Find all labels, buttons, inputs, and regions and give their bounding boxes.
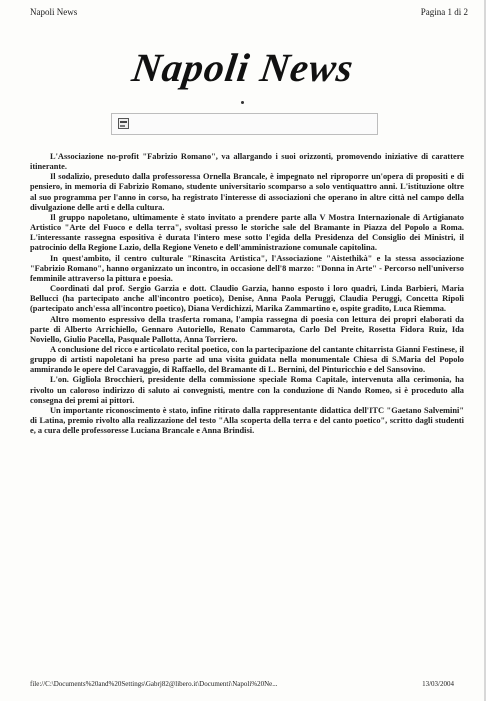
article-paragraph: L'Associazione no-profit "Fabrizio Romano", va allargando i suoi orizzonti, promovendo iniziative di carattere itinerante. <box>30 152 464 172</box>
footer-file-path: file://C:\Documents%20and%20Settings\Gabrj82@libero.it\Documenti\Napoli%20Ne... <box>30 680 278 688</box>
footer-date: 13/03/2004 <box>422 680 454 688</box>
broken-image-icon <box>118 118 129 129</box>
header-page-label: Pagina 1 di 2 <box>420 7 468 17</box>
article-paragraph: L'on. Gigliola Brocchieri, presidente della commissione speciale Roma Capitale, intervenuta alla cerimonia, ha rivolto un caloroso indirizzo di saluto ai convegnisti, mentre con la conduzione di Nando Romeo, si è proceduto alla consegna dei premi ai pittori. <box>30 375 464 405</box>
article-paragraph: Il sodalizio, preseduto dalla professoressa Ornella Brancale, è impegnato nel riproporre un'opera di propositi e di pensiero, in memoria di Fabrizio Romano, studente universitario scomparso a solo ventiquattro anni. L'istituzione oltre al suo programma per l'anno in corso, ha registrato l'interesse di associazioni che operano in altre città nel campo della divulgazione delle arti e della cultura. <box>30 172 464 212</box>
article-paragraph: Coordinati dal prof. Sergio Garzia e dott. Claudio Garzia, hanno esposto i loro quadri, Linda Barbieri, Maria Bellucci (ha partecipato anche all'incontro poetico), Denise, Anna Paola Peruggi, Claudia Peruggi, Concetta Ripoli (partecipato anch'essa all'incontro poetico), Diana Verdichizzi, Marika Zammartino e, ospite gradito, Luca Riemma. <box>30 284 464 314</box>
article-paragraph: A conclusione del ricco e articolato recital poetico, con la partecipazione del cantante chitarrista Gianni Festinese, il gruppo di artisti napoletani ha preso parte ad una visita guidata nella monumentale Chiesa di S.Maria del Popolo ammirando le opere del Caravaggio, di Raffaello, del Bramante di L. Bernini, del Pinturicchio e del Sansovino. <box>30 344 464 375</box>
article-body <box>30 152 464 436</box>
decorative-dot <box>241 101 244 104</box>
image-placeholder <box>111 113 378 135</box>
article-paragraph: Altro momento espressivo della trasferta romana, l'ampia rassegna di poesia con lettura dei propri elaborati da parte di Alberto Arrichiello, Gennaro Autoriello, Renato Cammarota, Carlo Del Preite, Rosetta Fidora Ruiz, Ida Noviello, Giulio Pacella, Pasquale Pallotta, Anna Torriero. <box>30 314 464 344</box>
article-paragraph: In quest'ambito, il centro culturale "Rinascita Artistica", l'Associazione "Aistethikà" e la stessa associazione "Fabrizio Romano", hanno organizzato un incontro, in occasione dell'8 marzo: "Donna in Arte" - Percorso nell'universo femminile attraverso la pittura e poesia. <box>30 253 464 283</box>
article-paragraph: Il gruppo napoletano, ultimamente è stato invitato a prendere parte alla V Mostra Internazionale di Artigianato Artistico "Arte del Fuoco e della terra", svoltasi presso le storiche sale del Bramante in Piazza del Popolo a Roma. L'interessante rassegna espositiva è durata l'intero mese sotto l'egida della Presidenza del Consiglio dei Ministri, il patrocinio della Regione Lazio, della Regione Veneto e dell'amministrazione comunale capitolina. <box>30 212 464 253</box>
masthead-title: Napoli News <box>129 45 357 90</box>
header-source: Napoli News <box>30 7 78 17</box>
article-paragraph: Un importante riconoscimento è stato, infine ritirato dalla rappresentante didattica dell'ITC "Gaetano Salvemini" di Latina, premio rivolto alla realizzazione del testo "Alla scoperta della terra e del canto poetico", scritto dagli studenti e, a cura delle professoresse Luciana Brancale e Anna Brindisi. <box>30 405 464 436</box>
